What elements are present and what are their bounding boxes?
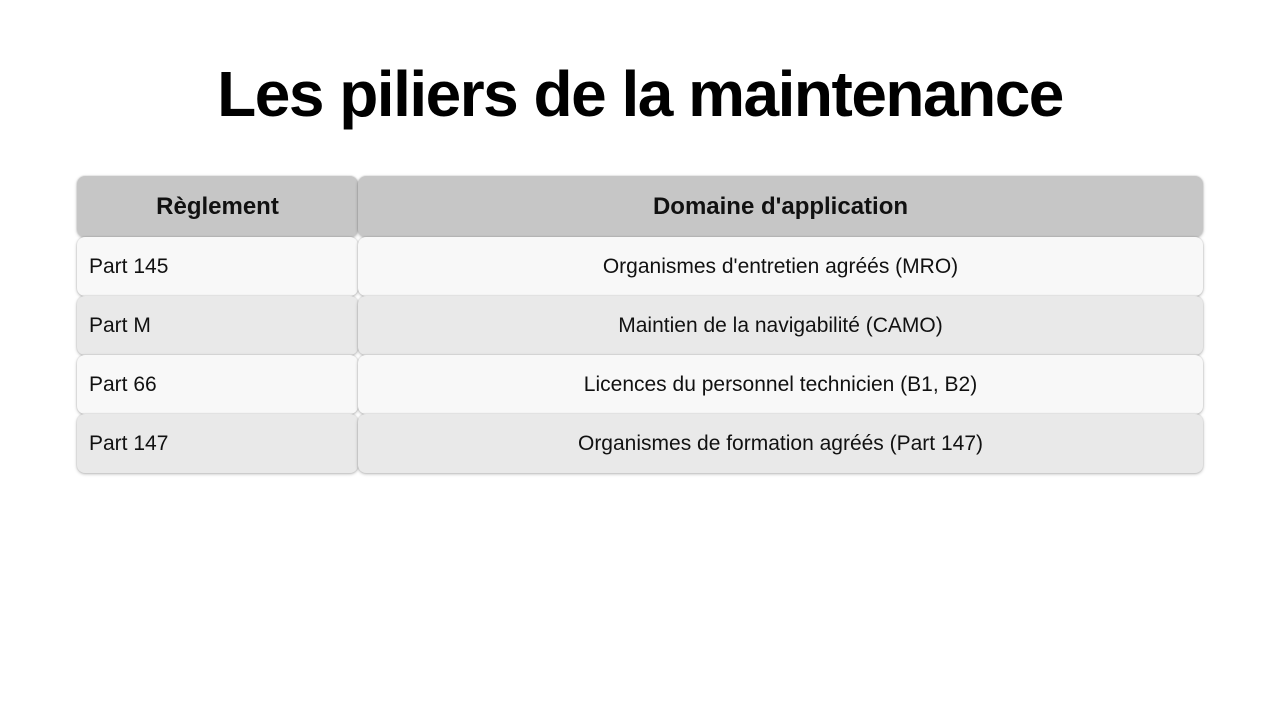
table-row bbox=[77, 237, 1203, 296]
header-cell-reglement: Règlement bbox=[77, 176, 358, 237]
table-row bbox=[77, 355, 1203, 414]
table-cell-reglement: Part 147 bbox=[77, 414, 358, 473]
table-row bbox=[77, 414, 1203, 473]
table-header-row bbox=[77, 176, 1203, 237]
regulation-table bbox=[77, 176, 1203, 473]
header-cell-domaine: Domaine d'application bbox=[358, 176, 1203, 237]
table-cell-domaine: Maintien de la navigabilité (CAMO) bbox=[358, 296, 1203, 355]
slide-title: Les piliers de la maintenance bbox=[217, 58, 1063, 130]
table-cell-reglement: Part M bbox=[77, 296, 358, 355]
table-cell-domaine: Organismes d'entretien agréés (MRO) bbox=[358, 237, 1203, 296]
table-cell-domaine: Licences du personnel technicien (B1, B2) bbox=[358, 355, 1203, 414]
table-cell-domaine: Organismes de formation agréés (Part 147) bbox=[358, 414, 1203, 473]
table-row bbox=[77, 296, 1203, 355]
table-cell-reglement: Part 66 bbox=[77, 355, 358, 414]
table-cell-reglement: Part 145 bbox=[77, 237, 358, 296]
